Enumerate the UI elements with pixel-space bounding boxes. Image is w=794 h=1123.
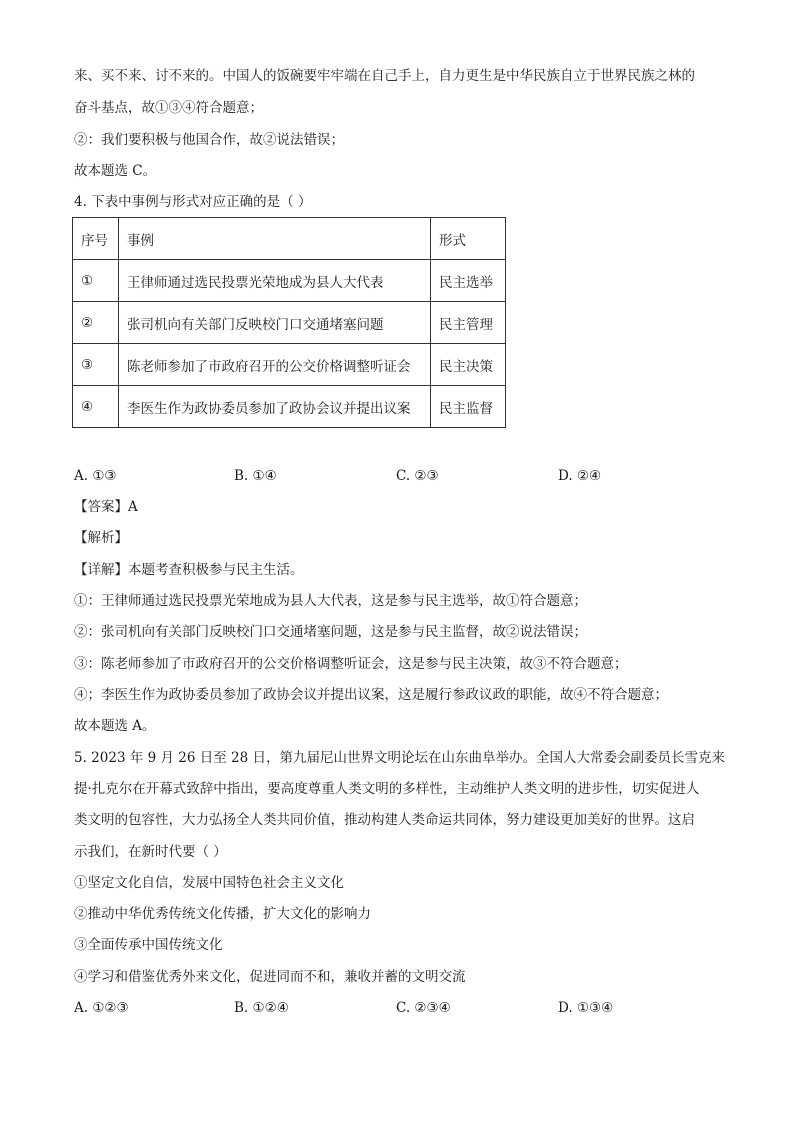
q5-stem-line-1: 5. 2023 年 9 月 26 日至 28 日，第九届尼山世界文明论坛在山东曲阜举办。全国人大常委会副委员长雪克来 (74, 750, 726, 766)
table-cell: 民主管理 (431, 302, 506, 344)
q4-detail (74, 560, 724, 580)
table-cell: 民主决策 (431, 344, 506, 386)
q5-option-b: B. ①②④ (234, 1000, 289, 1016)
table-header-row (73, 218, 506, 260)
table-header-cell: 形式 (431, 218, 506, 260)
table-row (73, 302, 506, 344)
answer-value: A (128, 499, 138, 515)
q5-statement-1: ①坚定文化自信，发展中国特色社会主义文化 (74, 875, 344, 891)
detail-text: 本题考查积极参与民主生活。 (128, 562, 304, 578)
table-row (73, 386, 506, 428)
table-cell: 李医生作为政协委员参加了政协会议并提出议案 (119, 386, 431, 428)
q5-stem-line-2: 提·扎克尔在开幕式致辞中指出，要高度尊重人类文明的多样性，主动维护人类文明的进步性，切实促进人 (74, 781, 700, 797)
q4-answer (74, 497, 724, 517)
q4-analysis-line-4: ④；李医生作为政协委员参加了政协会议并提出议案，这是履行参政议政的职能，故④不符合题意； (74, 687, 668, 703)
table-header-cell: 序号 (73, 218, 119, 260)
prev-answer-line-3: ②：我们要积极与他国合作，故②说法错误； (74, 132, 344, 148)
q4-analysis-line-2: ②：张司机向有关部门反映校门口交通堵塞问题，这是参与民主监督，故②说法错误； (74, 624, 587, 640)
table-cell: ④ (73, 386, 119, 428)
answer-label: 【答案】 (74, 499, 128, 515)
table-cell: ① (73, 260, 119, 302)
q4-analysis-label: 【解析】 (74, 530, 128, 546)
q4-option-b: B. ①④ (234, 468, 277, 484)
q4-analysis-line-3: ③：陈老师参加了市政府召开的公交价格调整听证会，这是参与民主决策，故③不符合题意； (74, 656, 628, 672)
table-cell: 王律师通过选民投票光荣地成为县人大代表 (119, 260, 431, 302)
q4-option-d: D. ②④ (558, 468, 602, 484)
detail-label: 【详解】 (74, 562, 128, 578)
table-cell: 陈老师参加了市政府召开的公交价格调整听证会 (119, 344, 431, 386)
table-cell: 民主选举 (431, 260, 506, 302)
q5-stem-line-3: 类文明的包容性，大力弘扬全人类共同价值，推动构建人类命运共同体，努力建设更加美好的世界。这启 (74, 812, 695, 828)
q5-statement-3: ③全面传承中国传统文化 (74, 937, 223, 953)
table-row (73, 344, 506, 386)
prev-answer-line-2: 奋斗基点，故①③④符合题意； (74, 100, 263, 116)
table-cell: ② (73, 302, 119, 344)
q4-stem: 4. 下表中事例与形式对应正确的是（ ） (74, 194, 312, 210)
table-row (73, 260, 506, 302)
table-cell: 张司机向有关部门反映校门口交通堵塞问题 (119, 302, 431, 344)
q5-option-a: A. ①②③ (74, 1000, 129, 1016)
q4-analysis-line-1: ①：王律师通过选民投票光荣地成为县人大代表，这是参与民主选举，故①符合题意； (74, 593, 587, 609)
q5-option-d: D. ①③④ (558, 1000, 614, 1016)
q4-table (72, 217, 506, 428)
prev-answer-line-1: 来、买不来、讨不来的。中国人的饭碗要牢牢端在自己手上，自力更生是中华民族自立于世界民族之林的 (74, 68, 695, 84)
q5-statement-4: ④学习和借鉴优秀外来文化，促进同而不和，兼收并蓄的文明交流 (74, 969, 466, 985)
prev-answer-conclusion: 故本题选 C。 (74, 163, 157, 179)
q4-conclusion: 故本题选 A。 (74, 718, 156, 734)
q5-statement-2: ②推动中华优秀传统文化传播，扩大文化的影响力 (74, 906, 371, 922)
q4-option-a: A. ①③ (74, 468, 117, 484)
table-header-cell: 事例 (119, 218, 431, 260)
q5-stem-line-4: 示我们，在新时代要（ ） (74, 844, 227, 860)
table-cell: 民主监督 (431, 386, 506, 428)
q5-option-c: C. ②③④ (396, 1000, 451, 1016)
table-cell: ③ (73, 344, 119, 386)
q4-option-c: C. ②③ (396, 468, 439, 484)
